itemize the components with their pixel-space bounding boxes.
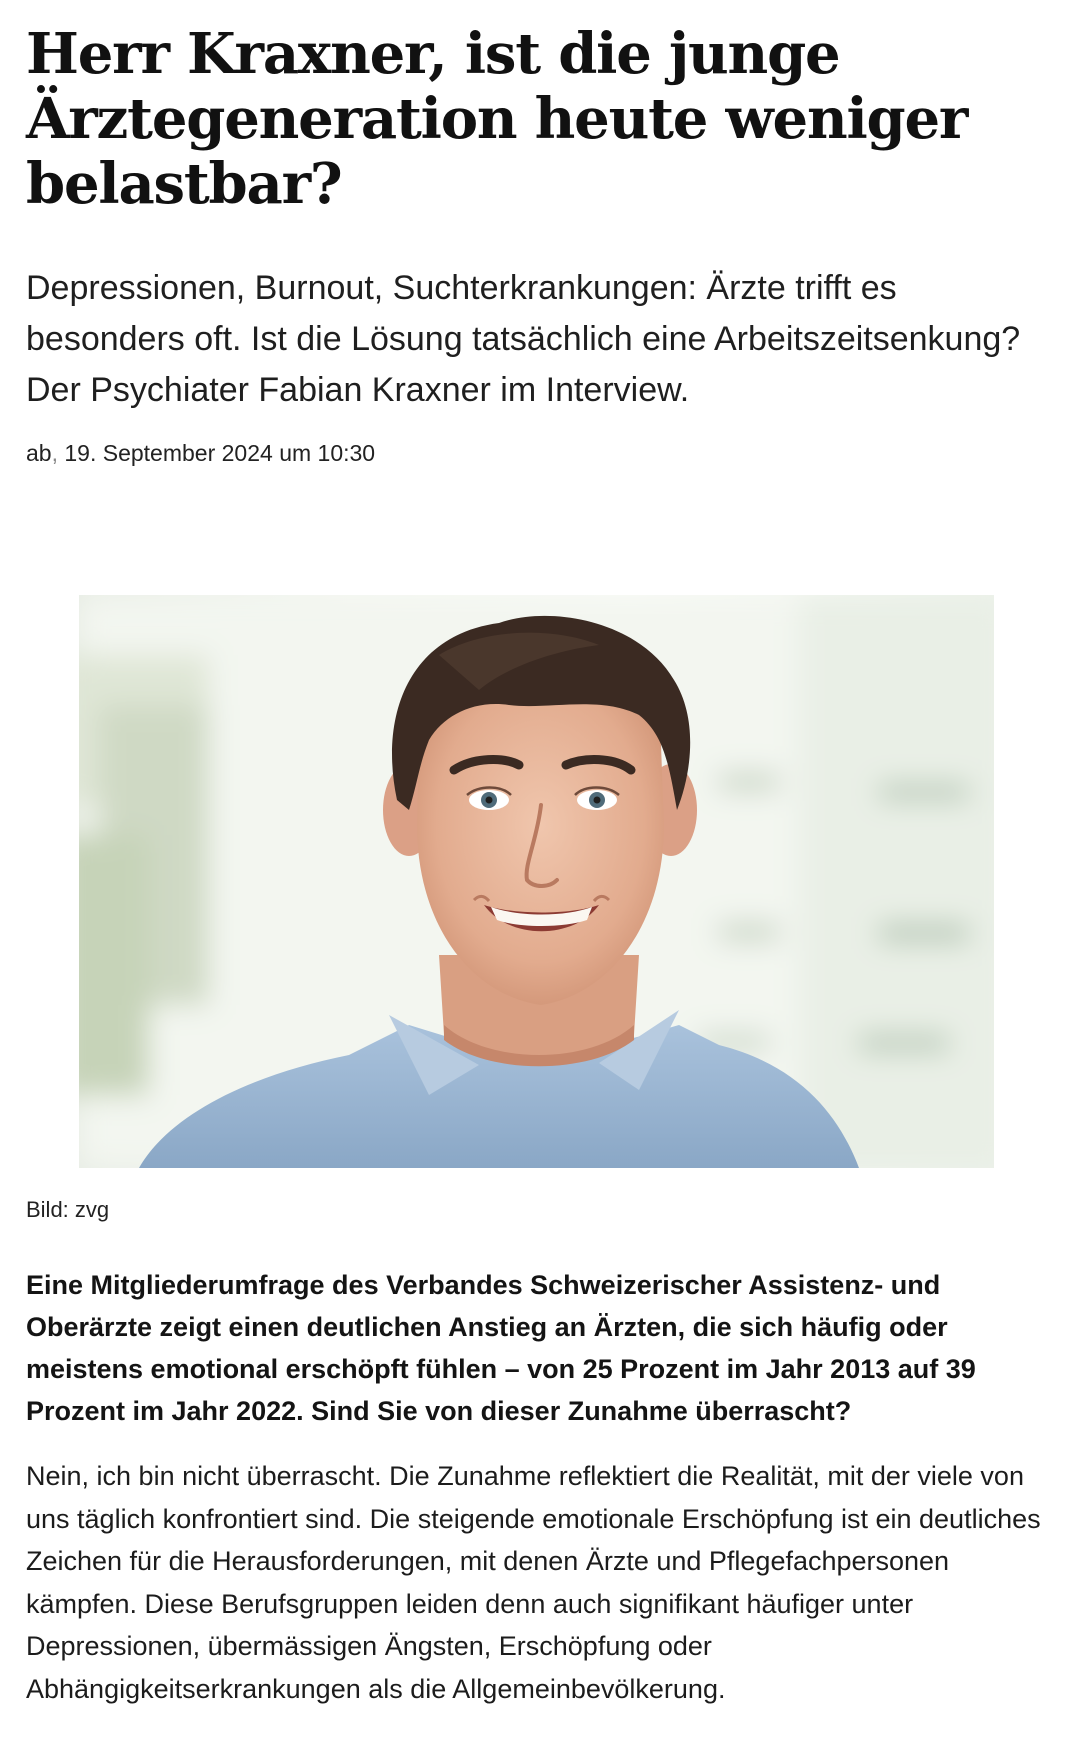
article <box>26 0 1046 468</box>
publish-date: 19. September 2024 um 10:30 <box>57 440 376 466</box>
interview-question: Eine Mitgliederumfrage des Verbandes Schweizerischer Assistenz- und Oberärzte zeigt einen deutlichen Anstieg an Ärzten, die sich häufig oder meistens emotional erschöpft fühlen – von 25 Prozent im Jahr 2013 auf 39 Prozent im Jahr 2022. Sind Sie von dieser Zunahme überrascht? <box>26 1270 976 1426</box>
article-headline: Herr Kraxner, ist die junge Ärztegeneration heute weniger belastbar? <box>26 21 968 217</box>
meta-separator: , <box>51 440 58 466</box>
author-link[interactable]: ab <box>26 440 52 466</box>
article-lead: Depressionen, Burnout, Suchterkrankungen: Ärzte trifft es besonders oft. Ist die Lösung tatsächlich eine Arbeitszeitsenkung? Der Psychiater Fabian Kraxner im Interview. <box>26 269 1021 409</box>
article-meta <box>26 438 1046 468</box>
image-caption: Bild: zvg <box>26 1197 110 1222</box>
portrait-image <box>79 595 994 1168</box>
interview-answer: Nein, ich bin nicht überrascht. Die Zunahme reflektiert die Realität, mit der viele von uns täglich konfrontiert sind. Die steigende emotionale Erschöpfung ist ein deutliches Zeichen für die Herausforderungen, mit denen Ärzte und Pflegefachpersonen kämpfen. Diese Berufsgruppen leiden denn auch signifikant häufiger unter Depressionen, übermässigen Ängsten, Erschöpfung oder Abhängigkeitserkrankungen als die Allgemeinbevölkerung. <box>26 1461 1041 1704</box>
